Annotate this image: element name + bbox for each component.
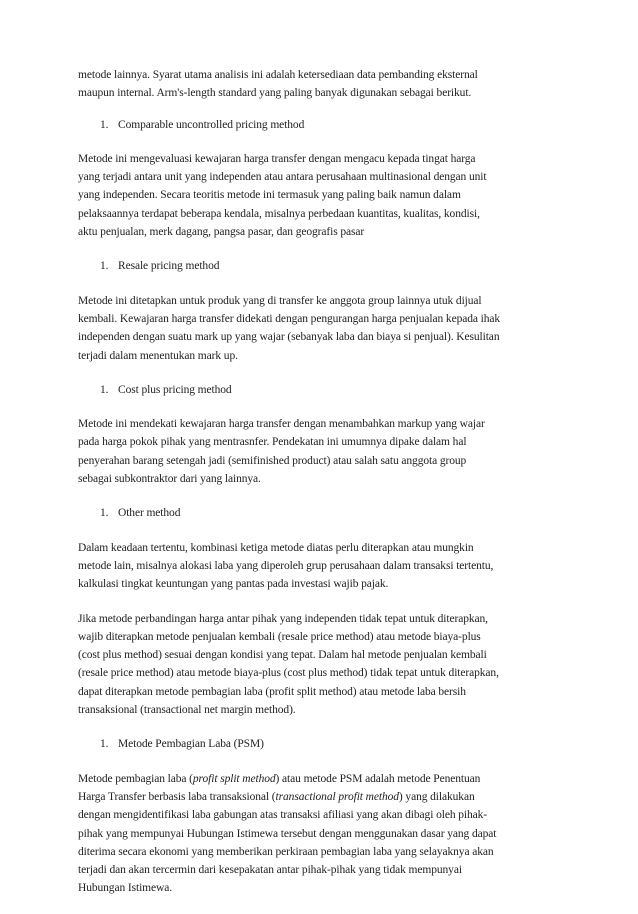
text-run: Harga Transfer berbasis laba transaksional ( (78, 790, 276, 803)
text-line (78, 770, 570, 788)
heading-text: Comparable uncontrolled pricing method (118, 118, 305, 131)
text-line: Jika metode perbandingan harga antar pihak yang independen tidak tepat untuk diterapkan, (78, 612, 488, 625)
text-line: Dalam keadaan tertentu, kombinasi ketiga metode diatas perlu diterapkan atau mungkin (78, 541, 474, 554)
text-line: (cost plus method) sesuai dengan kondisi yang tepat. Dalam hal metode penjualan kembali (78, 649, 487, 662)
list-number: 1. (100, 260, 109, 273)
text-line: pihak yang mempunyai Hubungan Istimewa tersebut dengan menggunakan dasar yang dapat (78, 827, 497, 840)
text-line: pada harga pokok pihak yang mentrasnfer. Pendekatan ini umumnya dipake dalam hal (78, 436, 467, 449)
text-line: aktu penjualan, merk dagang, pangsa pasar, dan geografis pasar (78, 226, 365, 239)
list-number: 1. (100, 507, 109, 520)
text-run: ) yang dilakukan (398, 790, 475, 803)
paragraph-intro (78, 66, 570, 103)
text-line: kembali. Kewajaran harga transfer didekati dengan pengurangan harga penjualan kepada ihak (78, 312, 501, 325)
text-line: transaksional (transactional net margin method). (78, 704, 296, 717)
heading-text: Metode Pembagian Laba (PSM) (118, 738, 264, 751)
text-line: metode lainnya. Syarat utama analisis ini adalah ketersediaan data pembanding eksternal (78, 69, 478, 81)
list-number: 1. (100, 383, 109, 396)
text-run: ) atau metode PSM adalah metode Penentuan (275, 772, 481, 785)
text-line: wajib diterapkan metode penjualan kembali (resale price method) atau metode biaya-plus (78, 630, 481, 643)
heading-text: Cost plus pricing method (118, 383, 232, 396)
text-line: diterima secara ekonomi yang memberikan perkiraan pembagian laba yang selayaknya akan (78, 845, 494, 858)
document-body (78, 66, 570, 914)
text-line: Metode ini ditetapkan untuk produk yang di transfer ke anggota group lainnya utuk dijual (78, 294, 482, 307)
text-line: (resale price method) atau metode biaya-plus (cost plus method) tidak tepat untuk diterapkan, (78, 667, 499, 680)
text-line: independen dengan suatu mark up yang wajar (sebanyak laba dan biaya si penjual). Kesulitan (78, 331, 500, 344)
heading-resale-pricing (100, 257, 570, 275)
italic-term: profit split method (192, 772, 276, 785)
text-line: Hubungan Istimewa. (78, 882, 173, 895)
heading-text: Resale pricing method (118, 260, 220, 273)
text-line: penyerahan barang setengah jadi (semifinished product) atau salah satu anggota group (78, 454, 467, 467)
text-line: Metode ini mendekati kewajaran harga transfer dengan menambahkan markup yang wajar (78, 418, 485, 431)
paragraph-other (78, 539, 570, 594)
text-line: terjadi dalam menentukan mark up. (78, 349, 238, 362)
text-line: kalkulasi tingkat keuntungan yang pantas pada investasi wajib pajak. (78, 578, 389, 591)
text-line: dengan mengidentifikasi laba gabungan atas transaksi afiliasi yang akan dibagi oleh pihak- (78, 809, 488, 822)
text-line: metode lain, misalnya alokasi laba yang diperoleh grup perusahaan dalam transaksi tertentu, (78, 559, 494, 572)
text-line: yang independen. Secara teoritis metode ini termasuk yang paling baik namun dalam (78, 189, 461, 202)
text-line: sebagai subkontraktor dari yang lainnya. (78, 473, 261, 486)
text-line (78, 788, 570, 806)
paragraph-resale (78, 292, 570, 365)
list-number: 1. (100, 118, 109, 131)
text-line: pelaksaannya terdapat beberapa kendala, misalnya perbedaan kuantitas, kualitas, kondisi, (78, 207, 480, 220)
heading-cost-plus (100, 381, 570, 399)
text-line: terjadi dan akan tercermin dari kesepakatan antar pihak-pihak yang tidak mempunyai (78, 864, 462, 877)
heading-comparable-uncontrolled (100, 116, 570, 134)
paragraph-method-order (78, 610, 570, 720)
heading-other-method (100, 504, 570, 522)
paragraph-cup (78, 150, 570, 241)
heading-psm (100, 735, 570, 753)
italic-term: transactional profit method (275, 790, 399, 803)
paragraph-psm (78, 770, 570, 898)
list-number: 1. (100, 738, 109, 751)
text-line: yang terjadi antara unit yang independen atau antara perusahaan multinasional dengan unit (78, 171, 487, 184)
text-run: Metode pembagian laba ( (78, 772, 193, 785)
text-line: Metode ini mengevaluasi kewajaran harga transfer dengan mengacu kepada tingat harga (78, 152, 476, 165)
text-line: dapat diterapkan metode pembagian laba (profit split method) atau metode laba bersih (78, 685, 466, 698)
heading-text: Other method (118, 507, 181, 520)
paragraph-cost-plus (78, 415, 570, 488)
text-line: maupun internal. Arm's-length standard yang paling banyak digunakan sebagai berikut. (78, 87, 472, 100)
